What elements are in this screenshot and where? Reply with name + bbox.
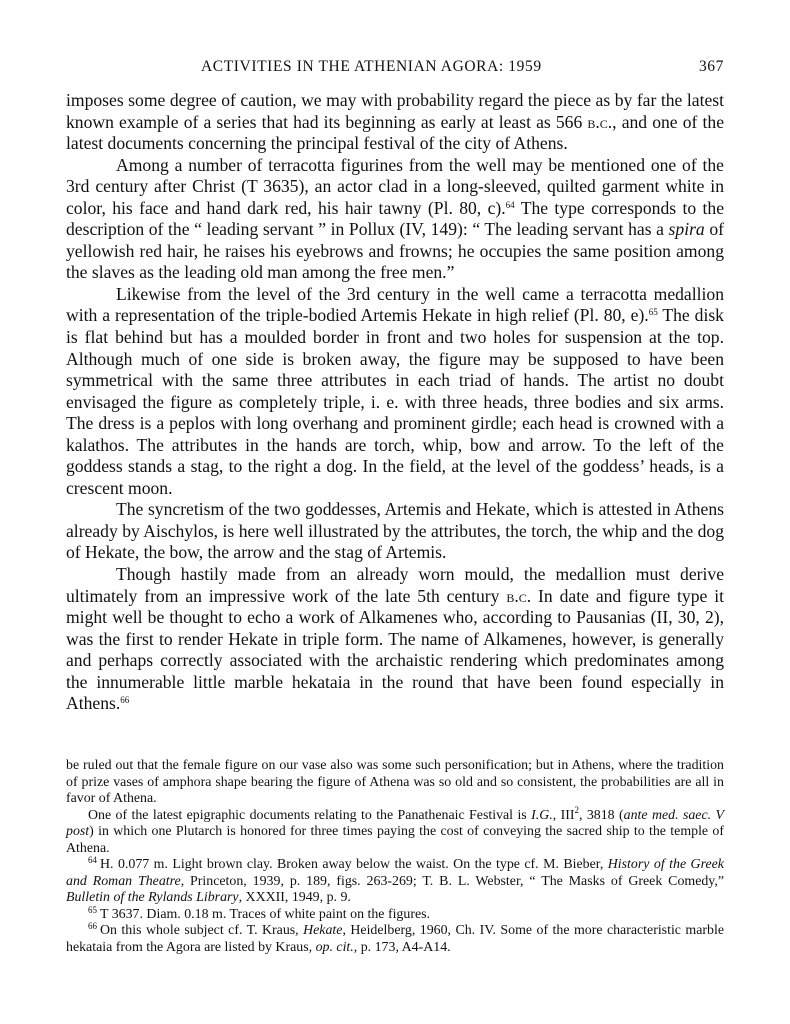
superscript: 2 (574, 804, 579, 815)
text-run: On this whole subject cf. T. Kraus, (100, 923, 304, 938)
footnote-number: 64 (88, 855, 97, 865)
text-run: , XXXII, 1949, p. 9. (238, 890, 351, 905)
text-run: imposes some degree of caution, we may with probability regard the piece as by far the latest known example of a series that had its beginning as early at least as 566 (66, 90, 724, 132)
text-run: The disk is flat behind but has a moulded border in front and two holes for suspension at the top. Although much of one side is broken away, the figure may be supposed to have been symmetrical with the same three attributes in each triad of hands. The artist no doubt envisaged the figure as completely triple, i. e. with three heads, three bodies and six arms. The dress is a peplos with long overhang and prominent girdle; each head is crowned with a kalathos. The attributes in the hands are torch, whip, bow and arrow. To the left of the goddess stands a stag, to the right a dog. In the field, at the level of the goddess’ heads, is a crescent moon. (66, 305, 724, 498)
footnotes (66, 758, 724, 956)
footnote-number: 65 (88, 904, 97, 915)
main-text (66, 90, 724, 715)
citation-note: ante med. saec. V post (66, 807, 724, 839)
text-run: Likewise from the level of the 3rd century in the well came a terracotta medallion with a representation of the triple-bodied Artemis Hekate in high relief (Pl. 80, e). (66, 283, 724, 326)
footnote-number: 66 (88, 921, 97, 931)
greek-term: spira (668, 219, 705, 240)
running-head (66, 58, 724, 80)
paragraph-5 (66, 564, 724, 715)
text-run: , 3818 ( (578, 807, 624, 823)
text-run: T 3637. Diam. 0.18 m. Traces of white paint on the figures. (100, 906, 430, 922)
text-run: Though hastily made from an already worn mould, the medallion must derive ultimately from an impressive work of the late 5th century (66, 564, 724, 606)
text-run: , p. 173, A4-A14. (353, 939, 451, 955)
footnote-64 (66, 857, 724, 907)
text-run: The type corresponds to the description of the “ leading servant ” in Pollux (IV, 149): “ The leading servant has a (66, 197, 725, 240)
citation-title: Hekate (303, 923, 343, 938)
text-run: One of the latest epigraphic documents relating to the Panathenaic Festival is (88, 807, 532, 823)
citation-title: op. cit. (315, 939, 354, 955)
text-run: , Princeton, 1939, p. 189, figs. 263-269; T. B. L. Webster, “ The Masks of Greek Comedy,” (180, 873, 724, 889)
citation-title: Bulletin of the Rylands Library (66, 890, 239, 905)
footnote-ref-66[interactable]: 66 (120, 695, 130, 706)
text-run: ) in which one Plutarch is honored for three times paying the cost of conveying the sacred ship to the temple of Athena. (66, 824, 724, 856)
footnote-continued: be ruled out that the female figure on our vase also was some such personification; but in Athens, where the tradition of prize vases of amphora shape bearing the figure of Athena was so old and so consistent, the probabilities are all in favor of Athena. (66, 758, 724, 806)
text-run: of yellowish red hair, he raises his eyebrows and frowns; he occupies the same position among the slaves as the leading old man among the free men.” (66, 219, 724, 283)
paragraph-4: The syncretism of the two goddesses, Artemis and Hekate, which is attested in Athens already by Aischylos, is here well illustrated by the attributes, the torch, the whip and the dog of Hekate, the bow, the arrow and the stag of Artemis. (66, 499, 724, 563)
text-run: H. 0.077 m. Light brown clay. Broken away below the waist. On the type cf. M. Bieber, (100, 857, 608, 872)
era-abbrev: b.c. (587, 111, 613, 132)
footnote-66 (66, 923, 724, 956)
page-number: 367 (698, 58, 724, 75)
paragraph-2 (66, 155, 724, 284)
text-run: , Heidelberg, 1960, Ch. IV. Some of the more characteristic marble hekataia from the Agora are listed by Kraus, (66, 923, 724, 955)
footnote-epigraphic (66, 804, 724, 858)
text-run: , III (552, 807, 575, 823)
footnote-65 (66, 904, 724, 924)
running-title: ACTIVITIES IN THE ATHENIAN AGORA: 1959 (201, 58, 542, 75)
paragraph-1 (66, 90, 724, 155)
paragraph-3 (66, 284, 724, 499)
citation-title: History of the Greek and Roman Theatre (66, 857, 724, 889)
era-abbrev: b.c. (506, 585, 532, 606)
citation-title: I.G. (531, 807, 553, 823)
footnote-ref-65[interactable]: 65 (648, 307, 658, 318)
footnote-ref-64[interactable]: 64 (505, 199, 515, 210)
text-run: In date and figure type it might well be thought to echo a work of Alkamenes who, according to Pausanias (II, 30, 2), was the first to render Hekate in triple form. The name of Alkamenes, however, is generally and perhaps correctly associated with the archaistic rendering which predominates among the innumerable little marble hekataia in the round that have been found especially in Athens. (66, 585, 725, 714)
text-run: , and one of the latest documents concerning the principal festival of the city of Athens. (66, 111, 724, 154)
text-run: Among a number of terracotta figurines from the well may be mentioned one of the 3rd century after Christ (T 3635), an actor clad in a long-sleeved, quilted garment white in color, his face and hand dark red, his hair tawny (Pl. 80, c). (66, 154, 724, 218)
